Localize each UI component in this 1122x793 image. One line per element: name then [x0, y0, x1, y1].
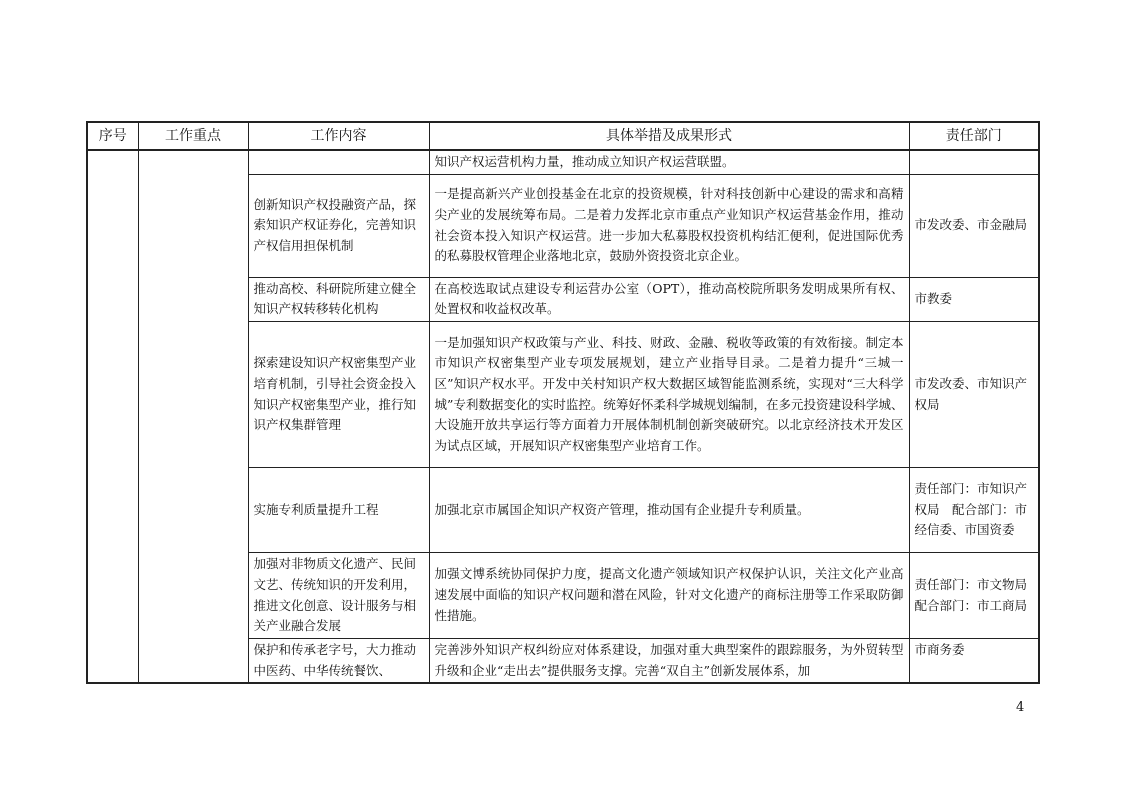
dept-cell: 市商务委 [909, 638, 1039, 683]
work-plan-table [86, 121, 1040, 684]
measures-cell: 在高校选取试点建设专利运营办公室（OPT），推动高校院所职务发明成果所有权、处置权和收益权改革。 [429, 277, 909, 321]
measures-cell: 完善涉外知识产权纠纷应对体系建设，加强对重大典型案件的跟踪服务，为外贸转型升级和企业“走出去”提供服务支撑。完善“双自主”创新发展体系，加 [429, 638, 909, 683]
dept-cell: 责任部门：市知识产权局 配合部门：市经信委、市国资委 [909, 468, 1039, 553]
measures-cell: 加强北京市属国企知识产权资产管理，推动国有企业提升专利质量。 [429, 468, 909, 553]
table-row [87, 150, 1039, 174]
table-header-row [87, 122, 1039, 150]
work-content-cell: 探索建设知识产权密集型产业培育机制，引导社会资金投入知识产权密集型产业，推行知识产权集群管理 [248, 322, 429, 468]
work-content-cell: 保护和传承老字号，大力推动中医药、中华传统餐饮、 [248, 638, 429, 683]
dept-cell: 市发改委、市知识产权局 [909, 322, 1039, 468]
measures-cell: 一是提高新兴产业创投基金在北京的投资规模，针对科技创新中心建设的需求和高精尖产业的发展统筹布局。二是着力发挥北京市重点产业知识产权运营基金作用，推动社会资本投入知识产权运营。进一步加大私募股权投资机构结汇便利，促进国际优秀的私募股权管理企业落地北京，鼓励外资投资北京企业。 [429, 174, 909, 277]
dept-cell: 市教委 [909, 277, 1039, 321]
header-responsible-dept: 责任部门 [909, 122, 1039, 150]
header-work-content: 工作内容 [248, 122, 429, 150]
work-content-cell: 实施专利质量提升工程 [248, 468, 429, 553]
measures-cell: 一是加强知识产权政策与产业、科技、财政、金融、税收等政策的有效衔接。制定本市知识产权密集型产业专项发展规划，建立产业指导目录。二是着力提升“三城一区”知识产权水平。开发中关村知识产权大数据区域智能监测系统，实现对“三大科学城”专利数据变化的实时监控。统筹好怀柔科学城规划编制，在多元投资建设科学城、大设施开放共享运行等方面着力开展体制机制创新突破研究。以北京经济技术开发区为试点区域，开展知识产权密集型产业培育工作。 [429, 322, 909, 468]
header-work-focus: 工作重点 [138, 122, 248, 150]
work-content-cell [248, 150, 429, 174]
serial-number-cell [87, 150, 138, 683]
header-serial-number: 序号 [87, 122, 138, 150]
work-content-cell: 推动高校、科研院所建立健全知识产权转移转化机构 [248, 277, 429, 321]
work-content-cell: 创新知识产权投融资产品，探索知识产权证券化，完善知识产权信用担保机制 [248, 174, 429, 277]
page-number: 4 [1016, 700, 1025, 715]
dept-cell: 市发改委、市金融局 [909, 174, 1039, 277]
measures-cell: 加强文博系统协同保护力度，提高文化遗产领域知识产权保护认识，关注文化产业高速发展中面临的知识产权问题和潜在风险，针对文化遗产的商标注册等工作采取防御性措施。 [429, 553, 909, 639]
header-measures: 具体举措及成果形式 [429, 122, 909, 150]
dept-cell [909, 150, 1039, 174]
dept-cell: 责任部门：市文物局 配合部门：市工商局 [909, 553, 1039, 639]
work-focus-cell [138, 150, 248, 683]
measures-cell: 知识产权运营机构力量，推动成立知识产权运营联盟。 [429, 150, 909, 174]
work-content-cell: 加强对非物质文化遗产、民间文艺、传统知识的开发利用，推进文化创意、设计服务与相关产业融合发展 [248, 553, 429, 639]
